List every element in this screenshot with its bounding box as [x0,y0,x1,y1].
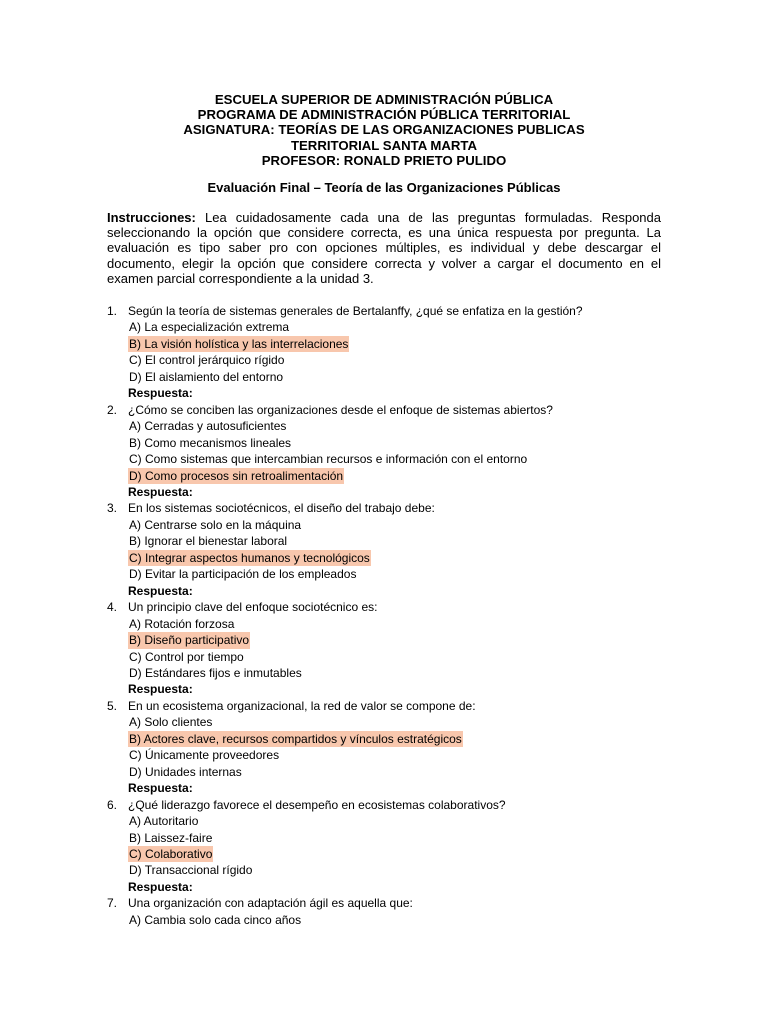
answer-option[interactable] [107,319,667,335]
option-text: B) Ignorar el bienestar laboral [129,534,288,549]
answer-option[interactable] [107,566,667,582]
question-text: En un ecosistema organizacional, la red de valor se compone de: [128,698,476,713]
answer-option[interactable] [107,369,667,385]
answer-option[interactable] [107,830,667,846]
answer-label: Respuesta: [128,781,193,796]
question-number: 1. [107,304,118,318]
program-name: PROGRAMA DE ADMINISTRACIÓN PÚBLICA TERRITORIAL [197,107,571,123]
answer-option[interactable] [107,451,667,467]
answer-option[interactable] [107,616,667,632]
highlighted-option-text: B) La visión holística y las interrelaciones [129,336,349,351]
option-text: C) Como sistemas que intercambian recursos e información con el entorno [129,452,528,467]
option-text: D) Estándares fijos e inmutables [129,665,302,680]
answer-option[interactable] [107,731,667,747]
answer-option[interactable] [107,912,667,928]
answer-label: Respuesta: [128,583,193,598]
document-header [0,92,768,168]
answer-option[interactable] [107,764,667,780]
question-number: 7. [107,896,118,911]
option-text: A) La especialización extrema [129,320,290,335]
answer-option[interactable] [107,468,667,484]
instructions-text: Lea cuidadosamente cada una de las preguntas formuladas. Responda seleccionando la opción que considere correcta, es una única respuesta por pregunta. La evaluación es tipo saber pro con opciones múltiples, es individual y debe descargar el documento, elegir la opción que considere correcta y volver a cargar el documento en el examen parcial correspondiente a la unidad 3. [107,210,661,286]
location: TERRITORIAL SANTA MARTA [290,137,478,153]
answer-option[interactable] [107,336,667,352]
question-item [107,303,667,402]
highlighted-option-text: B) Actores clave, recursos compartidos y vínculos estratégicos [129,731,462,746]
answer-option[interactable] [107,533,667,549]
question-text: ¿Qué liderazgo favorece el desempeño en ecosistemas colaborativos? [128,797,506,812]
option-text: D) Transaccional rígido [129,863,253,878]
option-text: B) Como mecanismos lineales [129,435,292,450]
question-row [107,303,667,319]
question-number: 3. [107,501,118,516]
answer-option[interactable] [107,517,667,533]
option-text: C) Control por tiempo [129,649,244,664]
option-text: C) Únicamente proveedores [129,748,280,763]
highlighted-option-text: B) Diseño participativo [129,633,250,648]
question-number: 5. [107,698,118,713]
question-text: Una organización con adaptación ágil es aquella que: [128,896,413,911]
school-name: ESCUELA SUPERIOR DE ADMINISTRACIÓN PÚBLICA [214,92,554,107]
question-row [107,402,667,418]
question-list [107,303,667,928]
question-item [107,500,667,599]
answer-option[interactable] [107,813,667,829]
question-item [107,895,667,928]
question-item [107,599,667,698]
answer-label: Respuesta: [128,484,193,499]
answer-option[interactable] [107,862,667,878]
answer-option[interactable] [107,846,667,862]
question-item [107,797,667,896]
question-row [107,698,667,714]
course-name: ASIGNATURA: TEORÍAS DE LAS ORGANIZACIONES PUBLICAS [183,122,585,138]
highlighted-option-text: C) Integrar aspectos humanos y tecnológicos [129,550,370,565]
option-text: A) Autoritario [129,814,199,829]
question-item [107,698,667,797]
answer-option[interactable] [107,418,667,434]
question-text: Según la teoría de sistemas generales de Bertalanffy, ¿qué se enfatiza en la gestión? [128,304,583,318]
option-text: A) Solo clientes [129,715,213,730]
evaluation-title: Evaluación Final – Teoría de las Organizaciones Públicas [207,180,561,195]
highlighted-option-text: C) Colaborativo [129,846,213,861]
answer-option[interactable] [107,747,667,763]
answer-label: Respuesta: [128,386,193,401]
question-text: En los sistemas sociotécnicos, el diseño del trabajo debe: [128,501,435,516]
question-text: ¿Cómo se conciben las organizaciones desde el enfoque de sistemas abiertos? [128,402,553,417]
question-row [107,500,667,516]
question-number: 6. [107,797,118,812]
option-text: B) Laissez-faire [129,830,213,845]
option-text: A) Rotación forzosa [129,616,235,631]
option-text: D) El aislamiento del entorno [129,369,284,384]
answer-option[interactable] [107,714,667,730]
answer-option[interactable] [107,435,667,451]
question-row [107,797,667,813]
answer-label: Respuesta: [128,879,193,894]
instructions-paragraph [107,210,661,286]
answer-option[interactable] [107,550,667,566]
option-text: A) Cambia solo cada cinco años [129,912,302,927]
question-number: 4. [107,600,118,615]
option-text: D) Evitar la participación de los empleados [129,567,357,582]
answer-option[interactable] [107,665,667,681]
professor-name: PROFESOR: RONALD PRIETO PULIDO [261,152,507,168]
option-text: A) Centrarse solo en la máquina [129,517,302,532]
answer-option[interactable] [107,352,667,368]
instructions-label: Instrucciones: [107,210,196,225]
answer-option[interactable] [107,632,667,648]
option-text: A) Cerradas y autosuficientes [129,419,287,434]
highlighted-option-text: D) Como procesos sin retroalimentación [129,468,344,483]
question-item [107,402,667,501]
question-text: Un principio clave del enfoque sociotécnico es: [128,600,378,615]
answer-option[interactable] [107,649,667,665]
question-row [107,599,667,615]
option-text: C) El control jerárquico rígido [129,353,285,368]
question-number: 2. [107,402,118,417]
question-row [107,895,667,911]
answer-label: Respuesta: [128,682,193,697]
option-text: D) Unidades internas [129,764,242,779]
